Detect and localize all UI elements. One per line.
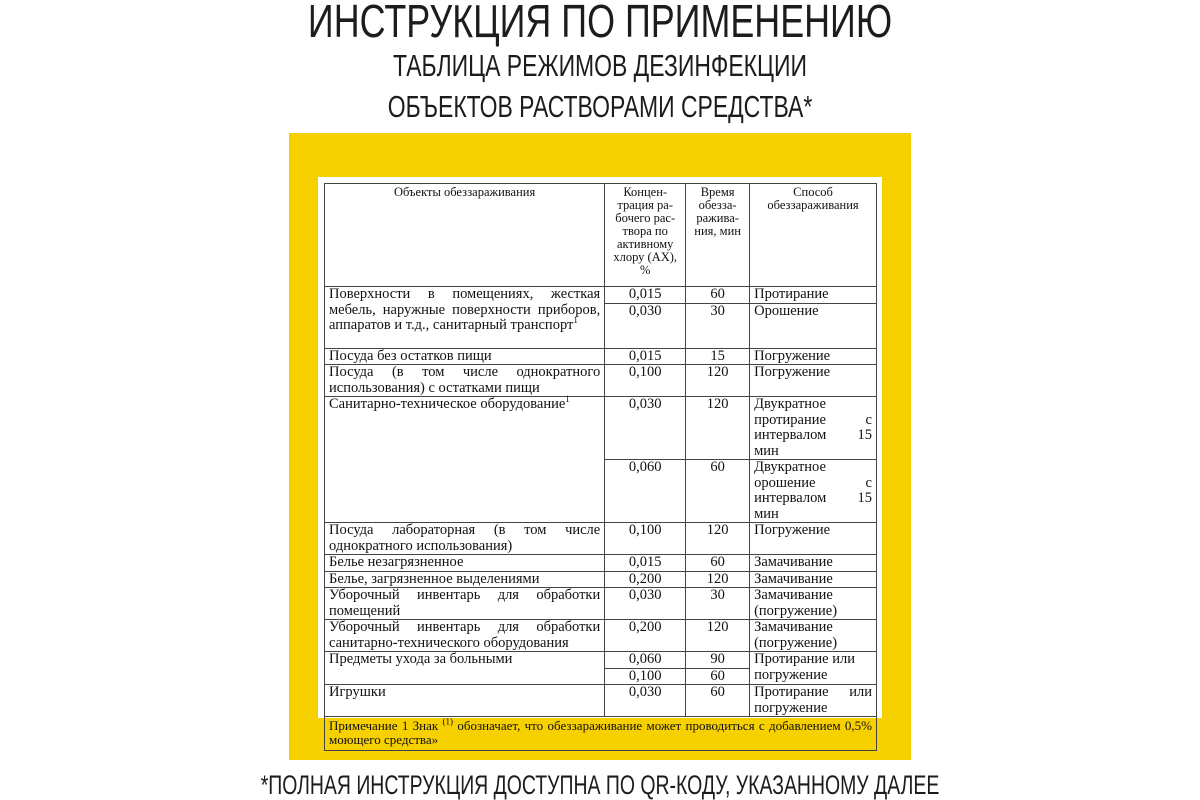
method-cell: Погружение (750, 523, 877, 555)
time-cell: 120 (686, 523, 750, 555)
table-row (325, 365, 877, 397)
time-cell: 120 (686, 365, 750, 397)
table-row (325, 620, 877, 652)
object-text: Поверхности в помещениях, жесткая мебель, наружные поверхности приборов, аппаратов и т.д., санитарный транспорт (329, 286, 601, 333)
note-text: обозначает, что обеззараживание может проводиться с добавлением 0,5% моющего средства» (329, 718, 872, 747)
method-cell: Двукратное протирание с интервалом 15 мин (750, 397, 877, 460)
concentration-cell: 0,015 (605, 555, 686, 572)
concentration-cell: 0,030 (605, 397, 686, 460)
column-header-method: Способ обеззараживания (750, 184, 877, 287)
method-cell: Протирание (750, 287, 877, 304)
table-header-row (325, 184, 877, 287)
time-cell: 30 (686, 303, 750, 348)
method-cell: Двукратное орошение с интервалом 15 мин (750, 460, 877, 523)
column-header-concentration: Концен-трация ра-бочего рас-твора по активному хлору (АХ), % (605, 184, 686, 287)
concentration-cell: 0,100 (605, 668, 686, 685)
disinfection-regimes-table (324, 183, 877, 751)
table-row (325, 523, 877, 555)
table-row (325, 397, 877, 460)
method-cell: Замачивание (погружение) (750, 588, 877, 620)
table-row (325, 348, 877, 365)
table-panel (318, 177, 882, 747)
concentration-cell: 0,200 (605, 571, 686, 588)
method-cell: Протирание или погружение (750, 652, 877, 685)
object-cell (325, 394, 605, 523)
concentration-cell: 0,030 (605, 685, 686, 717)
time-cell: 120 (686, 397, 750, 460)
table-note-row (325, 717, 877, 751)
concentration-cell: 0,100 (605, 365, 686, 397)
column-header-objects: Объекты обеззараживания (325, 184, 605, 287)
time-cell: 60 (686, 685, 750, 717)
table-row (325, 685, 877, 717)
object-cell: Посуда (в том числе однократного использования) с остатками пищи (325, 365, 605, 397)
table-row (325, 571, 877, 588)
time-cell: 120 (686, 571, 750, 588)
time-cell: 60 (686, 668, 750, 685)
method-cell: Погружение (750, 365, 877, 397)
concentration-cell: 0,015 (605, 348, 686, 365)
concentration-cell: 0,200 (605, 620, 686, 652)
object-cell: Белье, загрязненное выделениями (325, 571, 605, 588)
method-cell: Протирание или погружение (750, 685, 877, 717)
concentration-cell: 0,030 (605, 588, 686, 620)
object-cell: Посуда без остатков пищи (325, 348, 605, 365)
time-cell: 60 (686, 287, 750, 304)
table-row (325, 287, 877, 304)
time-cell: 15 (686, 348, 750, 365)
table-row (325, 652, 877, 669)
object-cell: Предметы ухода за больными (325, 652, 605, 685)
object-text: Санитарно-техническое оборудование (329, 396, 566, 412)
table-row (325, 588, 877, 620)
method-cell: Замачивание (750, 571, 877, 588)
object-cell: Посуда лабораторная (в том числе однократного использования) (325, 523, 605, 555)
concentration-cell: 0,015 (605, 287, 686, 304)
note-prefix: Примечание 1 Знак (329, 718, 443, 733)
subtitle-line-1: ТАБЛИЦА РЕЖИМОВ ДЕЗИНФЕКЦИИ (392, 48, 807, 83)
method-cell: Орошение (750, 303, 877, 348)
column-header-time: Время обезза-ражива-ния, мин (686, 184, 750, 287)
time-cell: 120 (686, 620, 750, 652)
method-cell: Погружение (750, 348, 877, 365)
concentration-cell: 0,060 (605, 460, 686, 523)
object-cell: Уборочный инвентарь для обработки санитарно-технического оборудования (325, 620, 605, 652)
concentration-cell: 0,060 (605, 652, 686, 669)
concentration-cell: 0,100 (605, 523, 686, 555)
footnote-mark: 1 (573, 315, 578, 326)
time-cell: 90 (686, 652, 750, 669)
note-footnote-mark: (1) (442, 716, 454, 727)
subtitle-line-2: ОБЪЕКТОВ РАСТВОРАМИ СРЕДСТВА* (387, 89, 813, 124)
object-cell: Игрушки (325, 685, 605, 717)
object-cell: Белье незагрязненное (325, 555, 605, 572)
page-title: ИНСТРУКЦИЯ ПО ПРИМЕНЕНИЮ (307, 0, 893, 47)
method-cell: Замачивание (750, 555, 877, 572)
table-row (325, 555, 877, 572)
yellow-frame (289, 133, 911, 760)
method-cell: Замачивание (погружение) (750, 620, 877, 652)
object-cell (325, 287, 605, 349)
object-cell: Уборочный инвентарь для обработки помещений (325, 588, 605, 620)
time-cell: 60 (686, 555, 750, 572)
time-cell: 60 (686, 460, 750, 523)
concentration-cell: 0,030 (605, 303, 686, 348)
table-note (325, 717, 877, 751)
footer-note: *ПОЛНАЯ ИНСТРУКЦИЯ ДОСТУПНА ПО QR-КОДУ, УКАЗАННОМУ ДАЛЕЕ (260, 770, 940, 800)
footnote-mark: 1 (565, 394, 570, 405)
time-cell: 30 (686, 588, 750, 620)
